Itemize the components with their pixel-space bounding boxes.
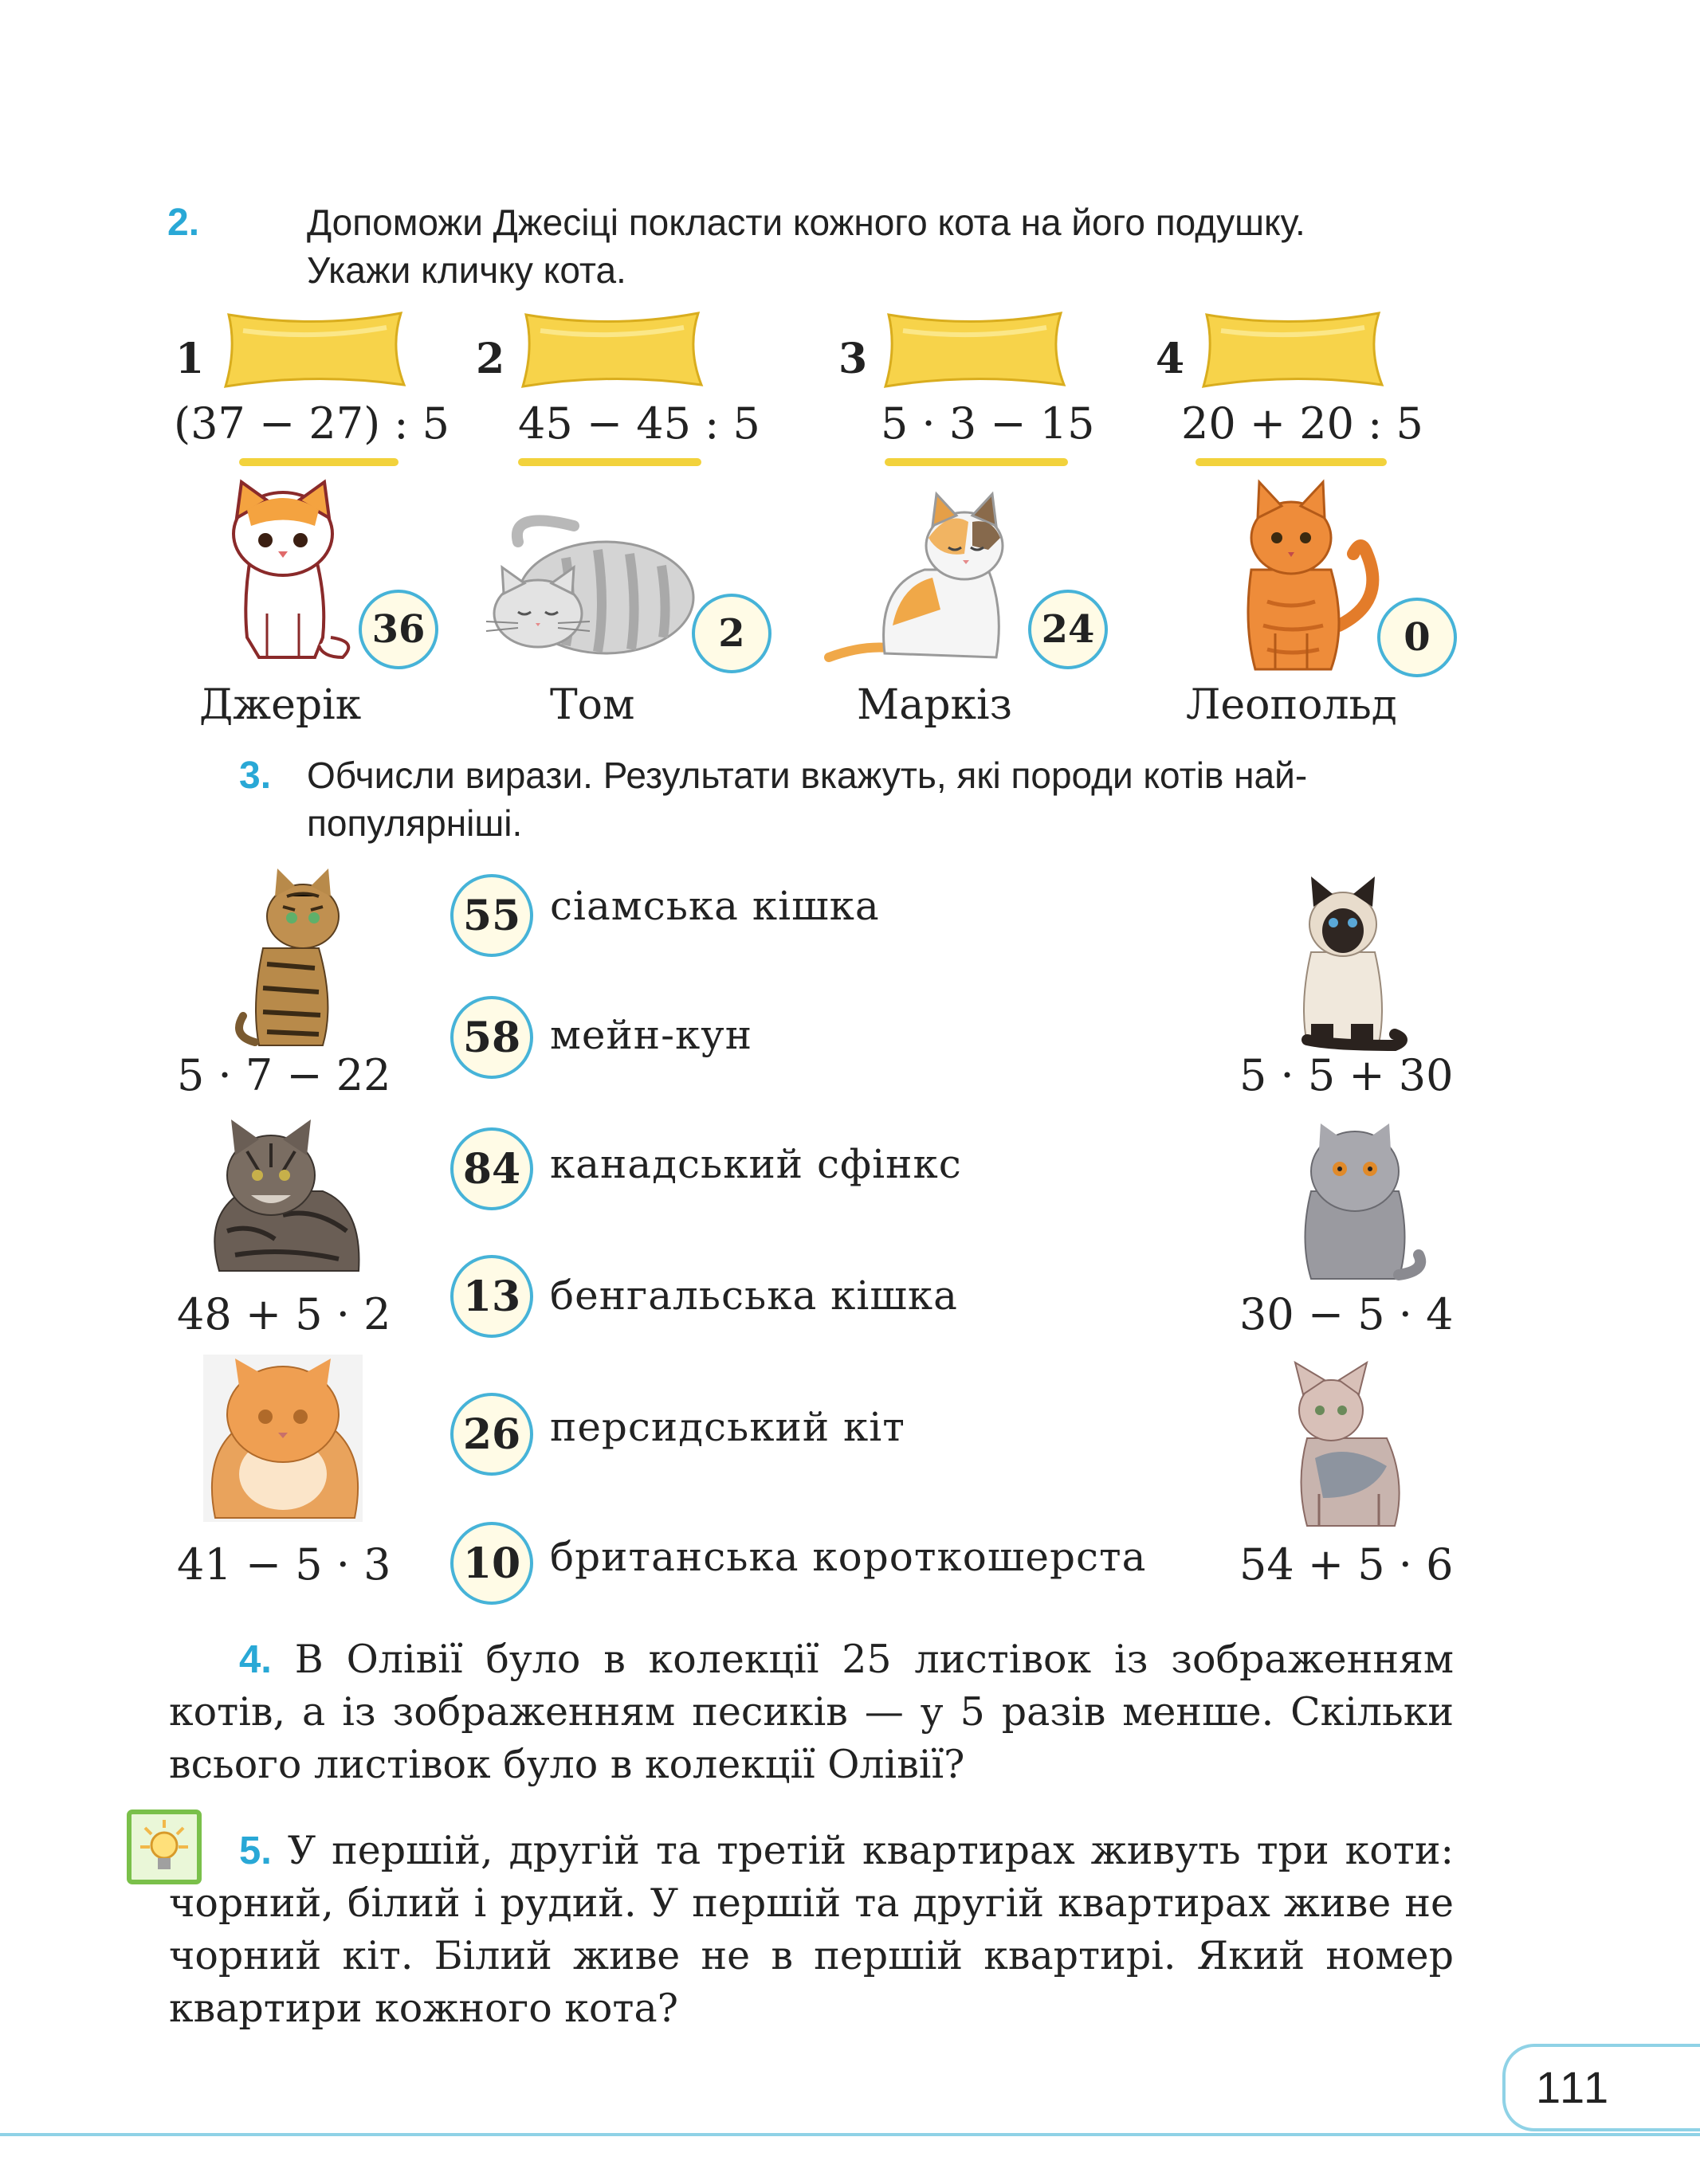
sphynx-cat-icon <box>1275 1363 1411 1534</box>
grey-sleeping-cat-icon <box>486 510 693 661</box>
pillow-number: 1 <box>175 335 205 383</box>
maine-coon-cat-icon <box>203 1119 363 1279</box>
orange-cat-icon <box>1227 482 1387 673</box>
pillow-expression: (37 − 27) : 5 <box>174 398 450 449</box>
siamese-cat-icon <box>1275 876 1411 1048</box>
task3-number: 3. <box>239 755 272 797</box>
right-expression-2: 30 − 5 · 4 <box>1239 1289 1454 1339</box>
pillow-icon <box>879 307 1070 390</box>
cat-value-badge[interactable]: 2 <box>692 594 771 673</box>
task3-text-line2: популярніші. <box>307 802 523 844</box>
page-number-tab <box>1502 2044 1700 2131</box>
pillow-number: 2 <box>476 335 505 383</box>
cat-name-leopold: Леопольд <box>1186 681 1397 729</box>
white-cat-icon <box>211 478 355 661</box>
breed-bengal: бенгальська кішка <box>550 1272 958 1319</box>
task2-text-line1: Допоможи Джесіці покласти кожного кота на його подушку. <box>307 202 1305 243</box>
pillow-expression: 45 − 45 : 5 <box>518 398 760 449</box>
breed-persian: персидський кіт <box>550 1404 905 1450</box>
cat-name-djerik: Джерік <box>199 681 362 729</box>
cat-name-tom: Том <box>550 681 635 729</box>
task5-text: У першій, другій та третій квартирах живуть три коти: чорний, білий і рудий. У першій та другій квартирах живе не чорний кіт. Білий живе не в першій квартирі. Який номер квартири кожного кота? <box>169 1828 1454 2031</box>
pillow-expression: 20 + 20 : 5 <box>1181 398 1423 449</box>
right-expression-3: 54 + 5 · 6 <box>1239 1539 1454 1590</box>
page-number: 111 <box>1536 2062 1612 2112</box>
breed-maine-coon: мейн-кун <box>550 1012 753 1058</box>
breed-value-badge[interactable]: 55 <box>450 874 533 957</box>
left-expression-1: 5 · 7 − 22 <box>177 1050 391 1100</box>
breed-value-badge[interactable]: 58 <box>450 996 533 1079</box>
bengal-cat-icon <box>231 869 351 1048</box>
cat-name-markiz: Маркіз <box>857 681 1013 729</box>
task3-text-line1: Обчисли вирази. Результати вкажуть, які породи котів най- <box>307 755 1308 796</box>
task4-number: 4. <box>239 1638 272 1681</box>
right-expression-1: 5 · 5 + 30 <box>1239 1050 1454 1100</box>
pillow-expression: 5 · 3 − 15 <box>881 398 1095 449</box>
breed-value-badge[interactable]: 10 <box>450 1522 533 1605</box>
left-expression-3: 41 − 5 · 3 <box>177 1539 391 1590</box>
pillow-number: 3 <box>838 335 868 383</box>
pillow-icon <box>219 307 410 390</box>
british-shorthair-cat-icon <box>1287 1119 1423 1279</box>
breed-value-badge[interactable]: 26 <box>450 1393 533 1476</box>
breed-sphynx: канадський сфінкс <box>550 1141 962 1187</box>
answer-underline <box>239 458 398 466</box>
pillow-number: 4 <box>1156 335 1185 383</box>
pillow-icon <box>516 307 708 390</box>
left-expression-2: 48 + 5 · 2 <box>177 1289 391 1339</box>
task5-paragraph <box>169 1825 1454 2035</box>
task4-text: В Олівії було в колекції 25 листівок із зображенням котів, а із зображенням песиків — у 5 разів менше. Скільки всього листівок було в колекції Олівії? <box>169 1637 1455 1787</box>
answer-underline <box>518 458 701 466</box>
cat-value-badge[interactable]: 36 <box>359 590 438 669</box>
cat-value-badge[interactable]: 0 <box>1377 598 1457 677</box>
answer-underline <box>885 458 1068 466</box>
breed-value-badge[interactable]: 84 <box>450 1127 533 1210</box>
cat-value-badge[interactable]: 24 <box>1028 590 1108 669</box>
task2-text-line2: Укажи кличку кота. <box>307 249 626 291</box>
task5-number: 5. <box>239 1829 272 1872</box>
breed-siamese: сіамська кішка <box>550 883 880 929</box>
answer-underline <box>1195 458 1387 466</box>
footer-line <box>0 2133 1700 2136</box>
calico-cat-icon <box>829 490 1036 661</box>
pillow-icon <box>1197 307 1388 390</box>
task2-number: 2. <box>167 202 200 244</box>
persian-cat-icon <box>203 1355 363 1522</box>
task4-paragraph <box>169 1633 1454 1791</box>
breed-value-badge[interactable]: 13 <box>450 1255 533 1338</box>
breed-british-shorthair: британська короткошерста <box>550 1534 1147 1580</box>
